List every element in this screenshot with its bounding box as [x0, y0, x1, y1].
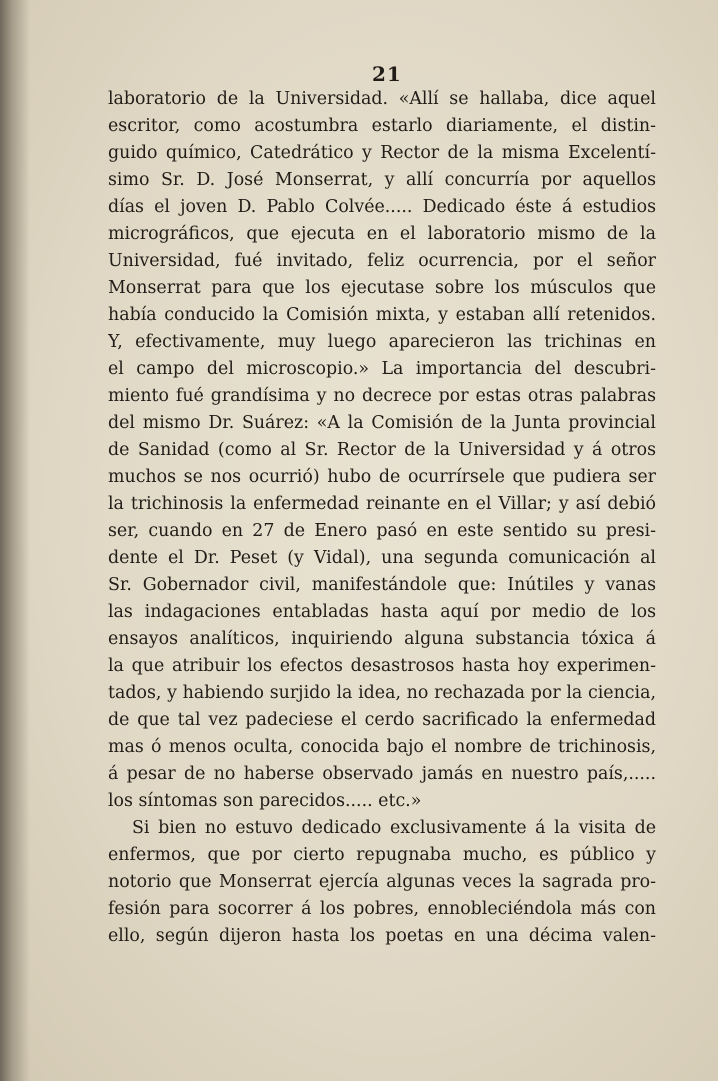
text-line: Universidad, fué invitado, feliz ocurrencia, por el señor — [108, 251, 656, 271]
text-line: las indagaciones entabladas hasta aquí por medio de los — [108, 602, 656, 622]
text-line: notorio que Monserrat ejercía algunas veces la sagrada pro- — [108, 872, 656, 892]
body-text — [108, 86, 656, 950]
text-line: micrográficos, que ejecuta en el laboratorio mismo de la — [108, 224, 656, 244]
text-line: de que tal vez padeciese el cerdo sacrificado la enfermedad — [108, 710, 656, 730]
binding-shadow — [0, 0, 30, 1081]
text-line: tados, y habiendo surjido la idea, no rechazada por la ciencia, — [108, 683, 656, 703]
page-number: 21 — [372, 62, 402, 86]
text-line: el campo del microscopio.» La importancia del descubri- — [108, 359, 656, 379]
text-line: Y, efectivamente, muy luego aparecieron las trichinas en — [108, 332, 656, 352]
text-line: simo Sr. D. José Monserrat, y allí concurría por aquellos — [108, 170, 656, 190]
text-line: la que atribuir los efectos desastrosos hasta hoy experimen- — [108, 656, 656, 676]
text-line: había conducido la Comisión mixta, y estaban allí retenidos. — [108, 305, 656, 325]
text-line: muchos se nos ocurrió) hubo de ocurrírsele que pudiera ser — [108, 467, 656, 487]
text-line: la trichinosis la enfermedad reinante en el Villar; y así debió — [108, 494, 656, 514]
text-line: mas ó menos oculta, conocida bajo el nombre de trichinosis, — [108, 737, 656, 757]
text-line: guido químico, Catedrático y Rector de la misma Excelentí- — [108, 143, 656, 163]
text-line: de Sanidad (como al Sr. Rector de la Universidad y á otros — [108, 440, 656, 460]
text-line: laboratorio de la Universidad. «Allí se hallaba, dice aquel — [108, 89, 656, 109]
text-line: ello, según dijeron hasta los poetas en una décima valen- — [108, 926, 656, 946]
text-line: á pesar de no haberse observado jamás en nuestro país,..... — [108, 764, 656, 784]
text-line: los síntomas son parecidos..... etc.» — [108, 791, 422, 811]
text-line: Si bien no estuvo dedicado exclusivamente á la visita de — [132, 818, 656, 838]
text-line: Sr. Gobernador civil, manifestándole que: Inútiles y vanas — [108, 575, 656, 595]
text-line: dente el Dr. Peset (y Vidal), una segunda comunicación al — [108, 548, 656, 568]
text-line: fesión para socorrer á los pobres, ennobleciéndola más con — [108, 899, 656, 919]
text-line: enfermos, que por cierto repugnaba mucho, es público y — [108, 845, 656, 865]
text-line: ensayos analíticos, inquiriendo alguna substancia tóxica á — [108, 629, 656, 649]
text-line: días el joven D. Pablo Colvée..... Dedicado éste á estudios — [108, 197, 656, 217]
text-line: ser, cuando en 27 de Enero pasó en este sentido su presi- — [108, 521, 656, 541]
text-line: miento fué grandísima y no decrece por estas otras palabras — [108, 386, 656, 406]
text-line: Monserrat para que los ejecutase sobre los músculos que — [108, 278, 656, 298]
text-line: escritor, como acostumbra estarlo diariamente, el distin- — [108, 116, 656, 136]
text-line: del mismo Dr. Suárez: «A la Comisión de la Junta provincial — [108, 413, 656, 433]
